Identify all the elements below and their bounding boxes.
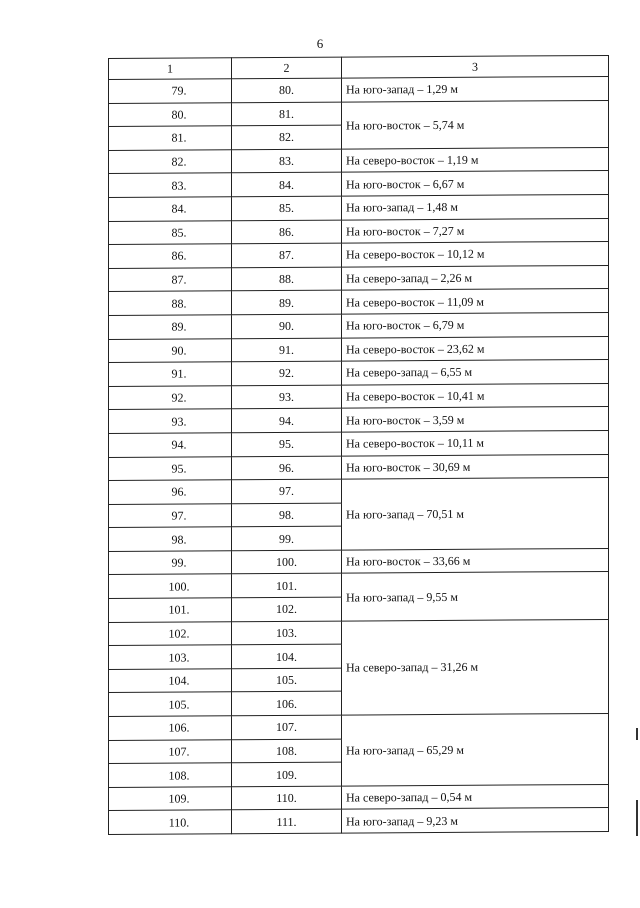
table-row	[109, 76, 609, 103]
scan-edge-mark	[636, 728, 638, 740]
direction-distance-cell: На юго-восток – 7,27 м	[342, 218, 609, 243]
point-from-cell: 98.	[109, 527, 232, 551]
table-row	[109, 265, 609, 292]
point-to-cell: 96.	[232, 456, 342, 480]
point-to-cell: 86.	[232, 220, 342, 244]
point-from-cell: 100.	[109, 574, 232, 598]
point-to-cell: 93.	[232, 385, 342, 409]
point-to-cell: 90.	[232, 314, 342, 338]
direction-distance-cell: На северо-восток – 1,19 м	[342, 147, 609, 172]
point-from-cell: 89.	[109, 315, 232, 339]
point-from-cell: 93.	[109, 409, 232, 433]
point-from-cell: 95.	[109, 456, 232, 480]
point-from-cell: 79.	[109, 79, 232, 103]
point-to-cell: 82.	[232, 125, 342, 149]
column-header-1: 1	[109, 58, 232, 80]
table-row	[109, 407, 609, 434]
point-to-cell: 100.	[232, 550, 342, 574]
point-from-cell: 85.	[109, 220, 232, 244]
direction-distance-cell: На северо-запад – 0,54 м	[342, 784, 609, 809]
point-from-cell: 110.	[109, 810, 232, 834]
point-to-cell: 81.	[232, 102, 342, 126]
direction-distance-cell: На юго-восток – 5,74 м	[342, 100, 609, 149]
point-to-cell: 94.	[232, 408, 342, 432]
direction-distance-cell: На юго-восток – 3,59 м	[342, 407, 609, 432]
point-from-cell: 80.	[109, 102, 232, 126]
point-to-cell: 98.	[232, 503, 342, 527]
table-row	[109, 478, 609, 505]
point-from-cell: 107.	[109, 739, 232, 763]
direction-distance-cell: На северо-восток – 11,09 м	[342, 289, 609, 314]
direction-distance-cell: На северо-запад – 31,26 м	[342, 619, 609, 715]
point-from-cell: 101.	[109, 598, 232, 622]
point-from-cell: 91.	[109, 362, 232, 386]
direction-distance-cell: На северо-восток – 23,62 м	[342, 336, 609, 361]
table-row	[109, 336, 609, 363]
point-to-cell: 104.	[232, 644, 342, 668]
point-from-cell: 87.	[109, 267, 232, 291]
direction-distance-cell: На юго-запад – 70,51 м	[342, 478, 609, 550]
point-from-cell: 99.	[109, 551, 232, 575]
table-row	[109, 572, 609, 599]
point-to-cell: 91.	[232, 338, 342, 362]
direction-distance-cell: На юго-запад – 9,55 м	[342, 572, 609, 621]
point-from-cell: 94.	[109, 433, 232, 457]
point-from-cell: 103.	[109, 645, 232, 669]
table-row	[109, 784, 609, 811]
table-body	[109, 76, 609, 834]
point-from-cell: 81.	[109, 126, 232, 150]
point-to-cell: 97.	[232, 479, 342, 503]
point-from-cell: 84.	[109, 197, 232, 221]
point-from-cell: 102.	[109, 621, 232, 645]
point-from-cell: 109.	[109, 787, 232, 811]
point-to-cell: 109.	[232, 762, 342, 786]
point-to-cell: 95.	[232, 432, 342, 456]
point-from-cell: 82.	[109, 150, 232, 174]
point-from-cell: 92.	[109, 385, 232, 409]
table-row	[109, 430, 609, 457]
point-to-cell: 80.	[232, 78, 342, 102]
point-from-cell: 83.	[109, 173, 232, 197]
table-row	[109, 289, 609, 316]
table-row	[109, 171, 609, 198]
point-to-cell: 87.	[232, 243, 342, 267]
table-row	[109, 312, 609, 339]
table-row	[109, 360, 609, 387]
point-to-cell: 84.	[232, 172, 342, 196]
direction-distance-cell: На юго-восток – 6,79 м	[342, 312, 609, 337]
table-row	[109, 619, 609, 646]
point-from-cell: 106.	[109, 716, 232, 740]
point-to-cell: 99.	[232, 526, 342, 550]
point-to-cell: 108.	[232, 739, 342, 763]
table-row	[109, 713, 609, 740]
direction-distance-cell: На юго-запад – 65,29 м	[342, 713, 609, 785]
table-row	[109, 194, 609, 221]
direction-distance-cell: На северо-запад – 2,26 м	[342, 265, 609, 290]
column-header-2: 2	[232, 57, 342, 79]
point-from-cell: 90.	[109, 338, 232, 362]
direction-distance-cell: На юго-запад – 1,48 м	[342, 194, 609, 219]
table-row	[109, 383, 609, 410]
point-to-cell: 106.	[232, 692, 342, 716]
direction-distance-cell: На юго-восток – 6,67 м	[342, 171, 609, 196]
table-row	[109, 100, 609, 127]
direction-distance-cell: На юго-восток – 30,69 м	[342, 454, 609, 479]
direction-distance-cell: На северо-восток – 10,41 м	[342, 383, 609, 408]
direction-distance-cell: На юго-запад – 1,29 м	[342, 76, 609, 101]
point-to-cell: 83.	[232, 149, 342, 173]
point-from-cell: 108.	[109, 763, 232, 787]
point-to-cell: 101.	[232, 574, 342, 598]
point-from-cell: 88.	[109, 291, 232, 315]
table-row	[109, 218, 609, 245]
direction-distance-cell: На юго-восток – 33,66 м	[342, 548, 609, 573]
point-to-cell: 111.	[232, 809, 342, 833]
point-to-cell: 105.	[232, 668, 342, 692]
point-to-cell: 103.	[232, 621, 342, 645]
column-header-3: 3	[342, 55, 609, 78]
point-from-cell: 105.	[109, 692, 232, 716]
table-header-row	[109, 55, 609, 79]
point-from-cell: 97.	[109, 503, 232, 527]
point-from-cell: 86.	[109, 244, 232, 268]
point-to-cell: 88.	[232, 267, 342, 291]
direction-distance-cell: На юго-запад – 9,23 м	[342, 808, 609, 833]
page-number: 6	[316, 36, 324, 51]
point-to-cell: 89.	[232, 290, 342, 314]
table-row	[109, 808, 609, 835]
direction-distance-cell: На северо-запад – 6,55 м	[342, 360, 609, 385]
point-to-cell: 92.	[232, 361, 342, 385]
point-to-cell: 85.	[232, 196, 342, 220]
table-row	[109, 454, 609, 481]
point-to-cell: 110.	[232, 786, 342, 810]
point-to-cell: 107.	[232, 715, 342, 739]
table-row	[109, 548, 609, 575]
route-table	[108, 55, 609, 835]
point-from-cell: 96.	[109, 480, 232, 504]
point-to-cell: 102.	[232, 597, 342, 621]
scan-edge-mark	[636, 800, 638, 836]
point-from-cell: 104.	[109, 669, 232, 693]
direction-distance-cell: На северо-восток – 10,11 м	[342, 430, 609, 455]
table-row	[109, 242, 609, 269]
direction-distance-cell: На северо-восток – 10,12 м	[342, 242, 609, 267]
table-row	[109, 147, 609, 174]
